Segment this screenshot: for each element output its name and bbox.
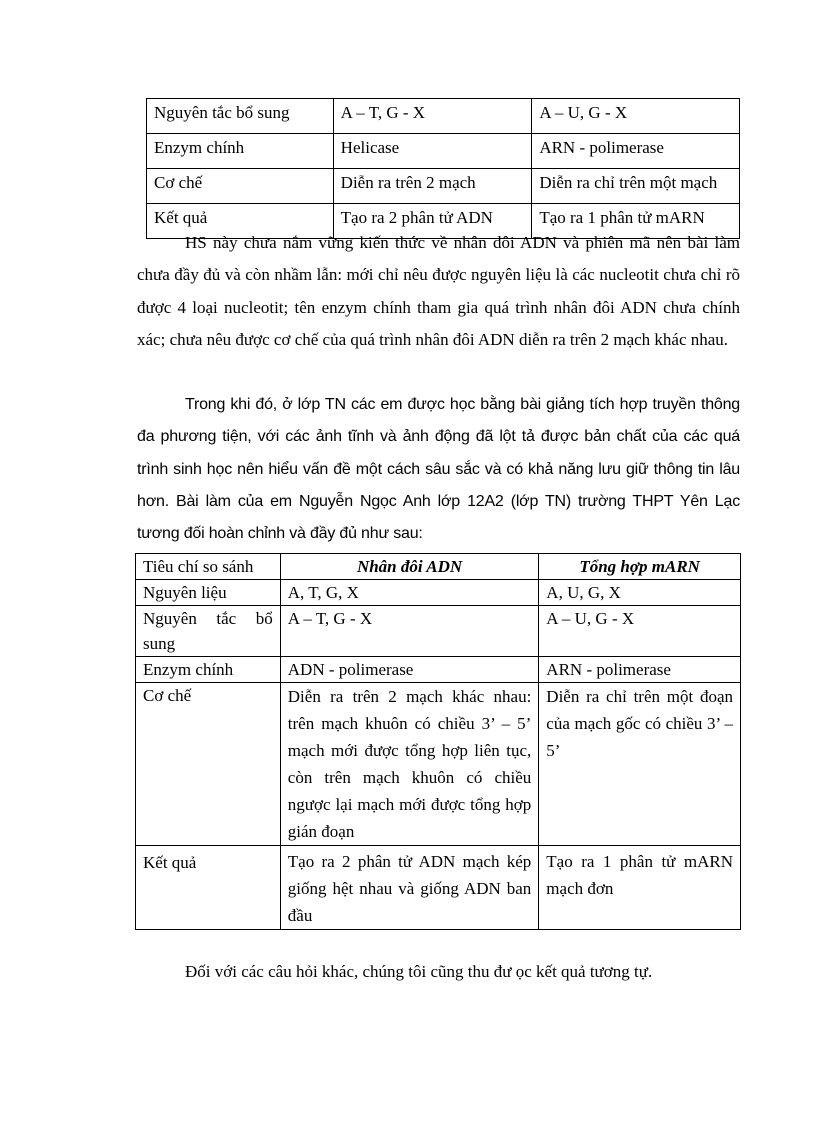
- table-header-cell: Tổng hợp mARN: [539, 554, 741, 580]
- table-cell: A – T, G - X: [280, 606, 539, 657]
- table-cell: Cơ chế: [147, 169, 334, 204]
- table-cell: Diễn ra chỉ trên một mạch: [532, 169, 740, 204]
- table-cell: Nguyên liệu: [136, 580, 281, 606]
- table-cell: ARN - polimerase: [539, 657, 741, 683]
- table-cell: Tạo ra 2 phân tử ADN: [333, 204, 532, 239]
- table-row: [147, 99, 740, 134]
- table-cell: ADN - polimerase: [280, 657, 539, 683]
- table-row: [136, 606, 741, 657]
- table-cell: Cơ chế: [136, 683, 281, 846]
- table-row: [136, 657, 741, 683]
- table-header-cell: Nhân đôi ADN: [280, 554, 539, 580]
- table-cell: Tạo ra 1 phân tử mARN: [532, 204, 740, 239]
- table-header-row: [136, 554, 741, 580]
- table-cell: ARN - polimerase: [532, 134, 740, 169]
- table-cell: Tạo ra 1 phân tử mARN mạch đơn: [539, 846, 741, 930]
- table-cell: A – T, G - X: [333, 99, 532, 134]
- table-row: [136, 683, 741, 846]
- table-cell: Diễn ra trên 2 mạch khác nhau: trên mạch khuôn có chiều 3’ – 5’ mạch mới được tổng hợp liên tục, còn trên mạch khuôn có chiều ngược lại mạch mới được tổng hợp gián đoạn: [280, 683, 539, 846]
- table-cell: Enzym chính: [147, 134, 334, 169]
- table-cell: Nguyên tắc bổ sung: [136, 606, 281, 657]
- table-row: [147, 134, 740, 169]
- table-cell: Nguyên tắc bổ sung: [147, 99, 334, 134]
- table-cell: Tạo ra 2 phân tử ADN mạch kép giống hệt nhau và giống ADN ban đầu: [280, 846, 539, 930]
- table-cell: Enzym chính: [136, 657, 281, 683]
- table-header-cell: Tiêu chí so sánh: [136, 554, 281, 580]
- table-cell: Helicase: [333, 134, 532, 169]
- table-cell: A – U, G - X: [532, 99, 740, 134]
- comparison-table-full: [135, 553, 741, 930]
- table-row: [147, 169, 740, 204]
- paragraph-conclusion: Đối với các câu hỏi khác, chúng tôi cũng thu đư ọc kết quả tương tự.: [185, 962, 653, 981]
- comparison-table-partial: [146, 98, 740, 239]
- paragraph-analysis: HS này chưa nắm vững kiến thức về nhân đôi ADN và phiên mã nên bài làm chưa đầy đủ và còn nhầm lẫn: mới chỉ nêu được nguyên liệu là các nucleotit chưa chỉ rõ được 4 loại nucleotit; tên enzym chính tham gia quá trình nhân đôi ADN chưa chính xác; chưa nêu được cơ chế của quá trình nhân đôi ADN diễn ra trên 2 mạch khác nhau.: [137, 233, 740, 349]
- table-cell: A – U, G - X: [539, 606, 741, 657]
- table-cell: A, U, G, X: [539, 580, 741, 606]
- table-cell: Kết quả: [136, 846, 281, 930]
- table-cell: Diễn ra chỉ trên một đoạn của mạch gốc có chiều 3’ – 5’: [539, 683, 741, 846]
- table-row: [136, 846, 741, 930]
- paragraph-experimental-class: Trong khi đó, ở lớp TN các em được học bằng bài giảng tích hợp truyền thông đa phương tiện, với các ảnh tĩnh và ảnh động đã lột tả được bản chất của các quá trình sinh học nên hiểu vấn đề một cách sâu sắc và có khả năng lưu giữ thông tin lâu hơn. Bài làm của em Nguyễn Ngọc Anh lớp 12A2 (lớp TN) trường THPT Yên Lạc tương đối hoàn chỉnh và đầy đủ như sau:: [137, 396, 740, 543]
- table-cell: Kết quả: [147, 204, 334, 239]
- table-cell: Diễn ra trên 2 mạch: [333, 169, 532, 204]
- table-row: [136, 580, 741, 606]
- table-cell: A, T, G, X: [280, 580, 539, 606]
